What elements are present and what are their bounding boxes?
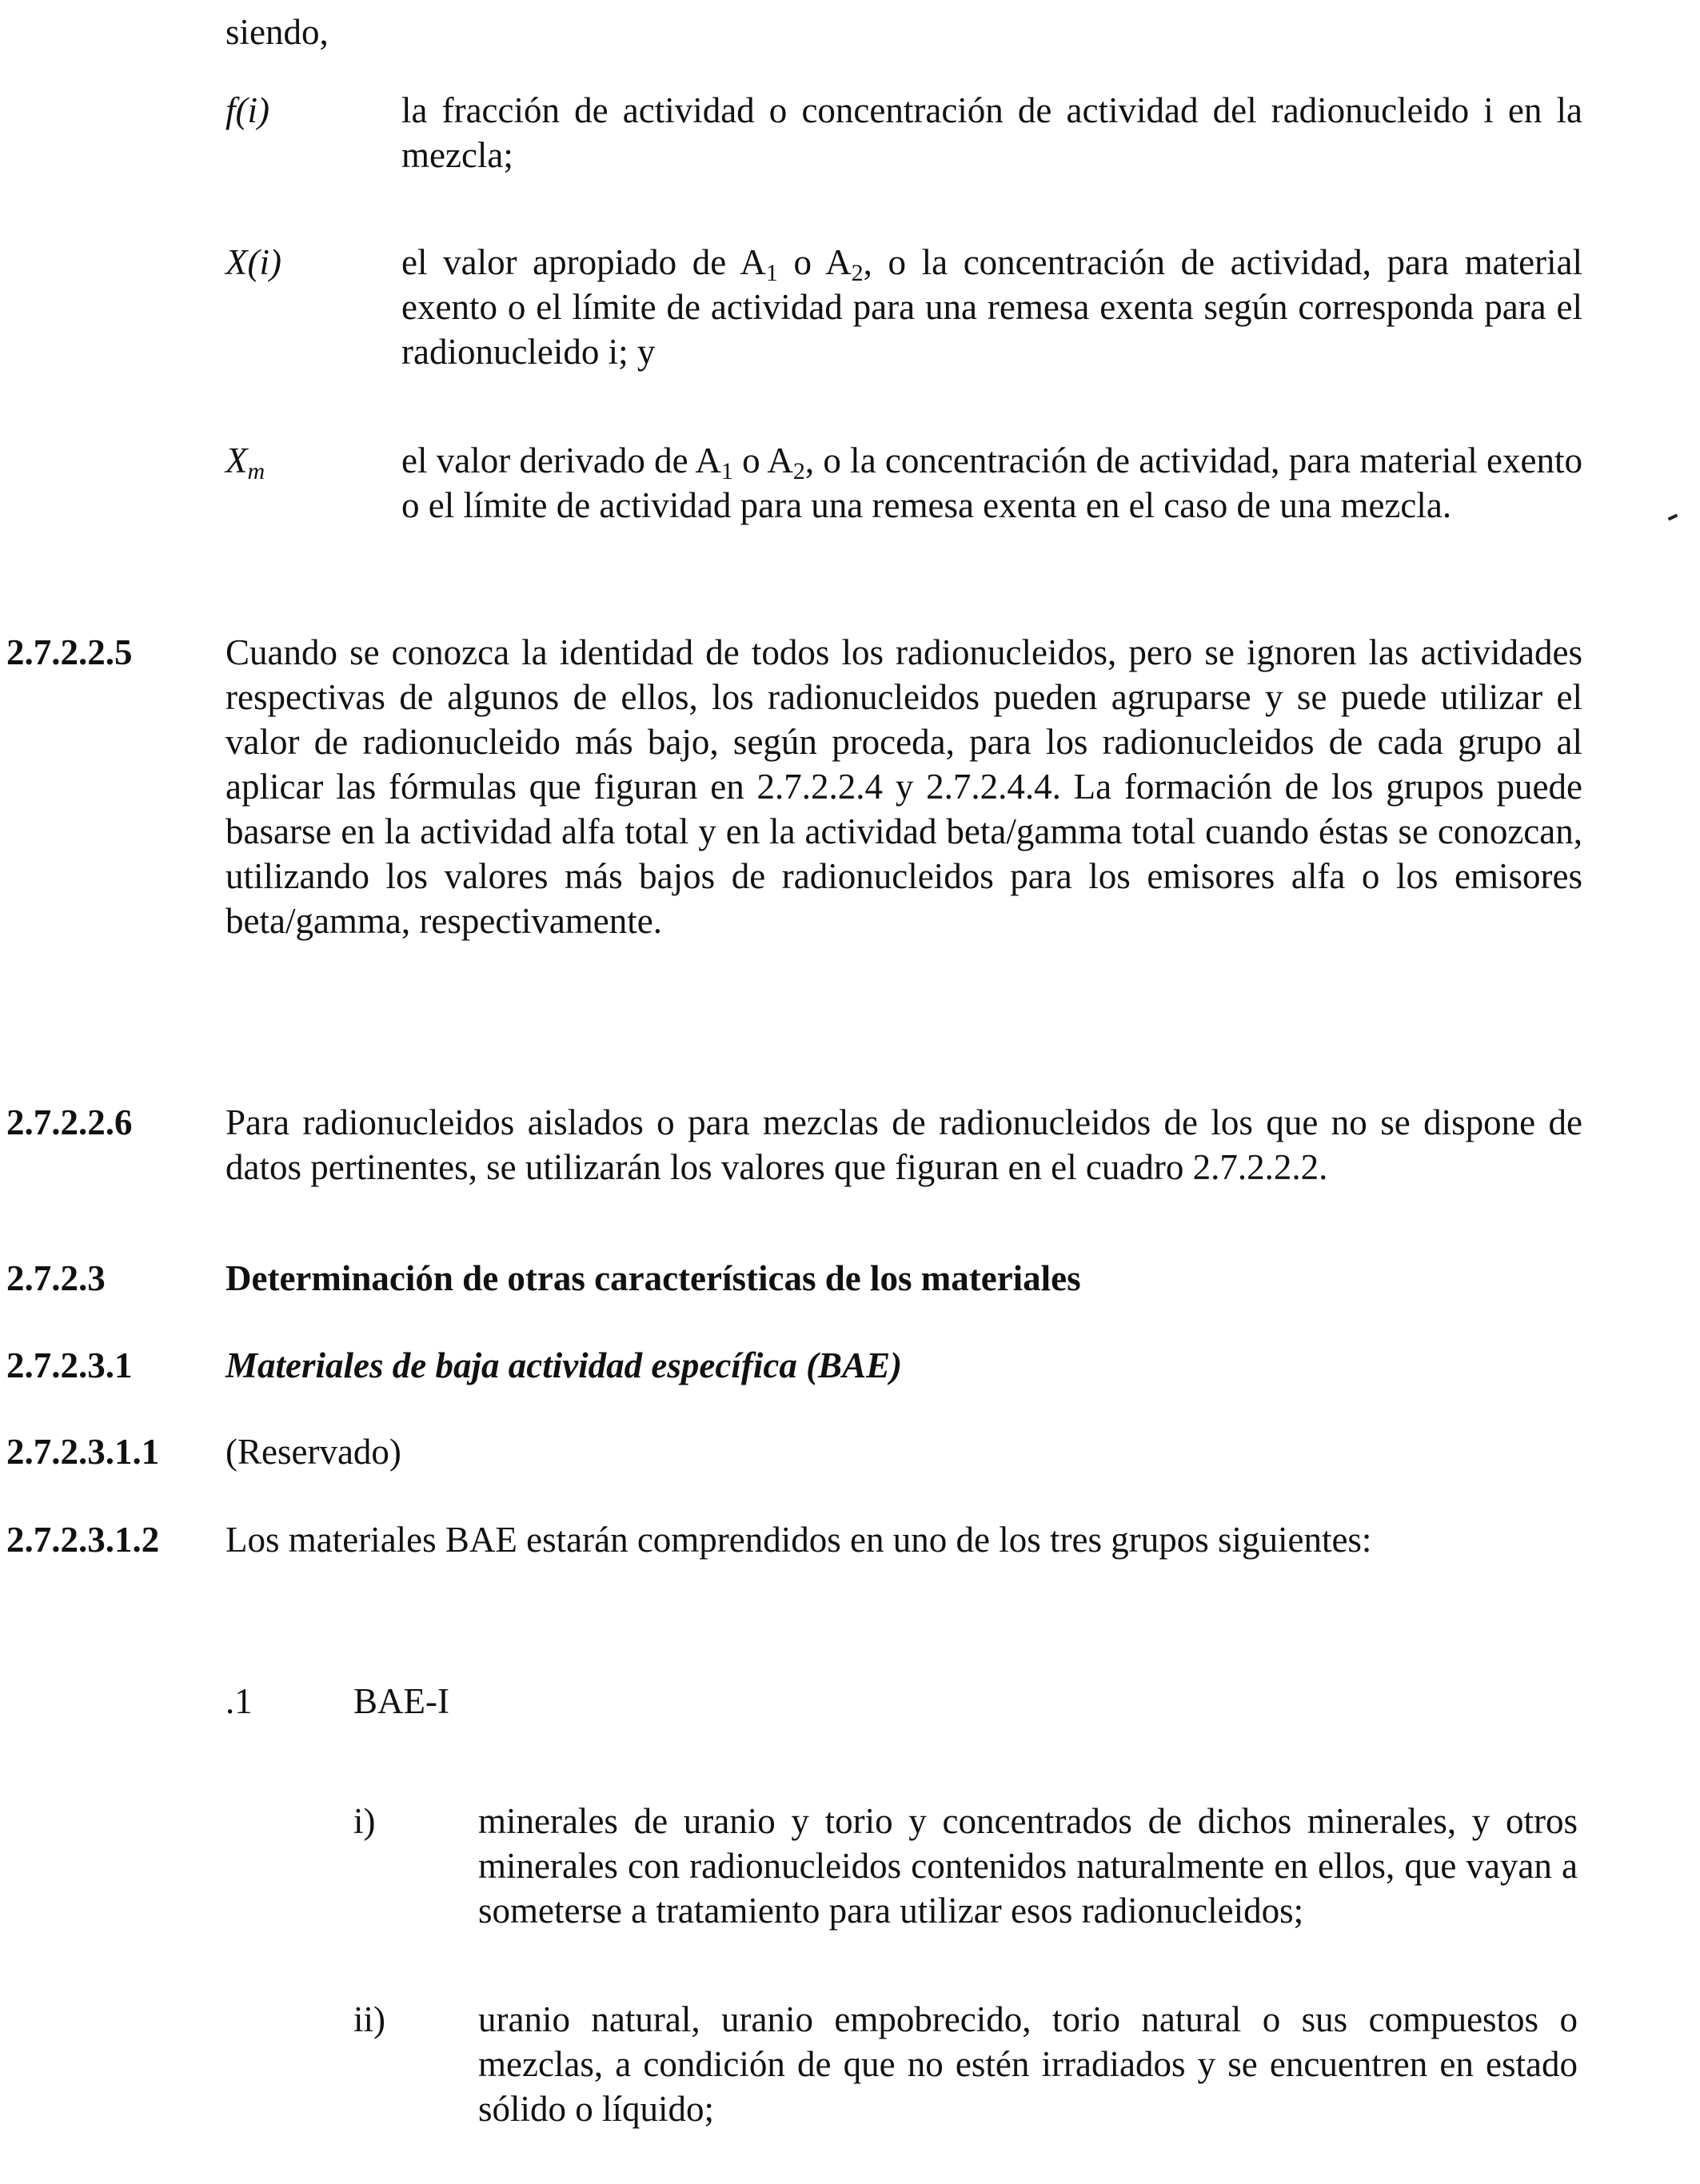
paragraph-text: Para radionucleidos aislados o para mezclas de radionucleidos de los que no se dispone de datos pertinentes, se utilizarán los valores que figuran en el cuadro 2.7.2.2.2. (225, 1102, 1582, 1187)
paragraph-number: 2.7.2.2.5 (6, 632, 133, 672)
paragraph-number: 2.7.2.2.6 (6, 1102, 133, 1142)
section-heading: Materiales de baja actividad específica (BAE) (225, 1345, 903, 1385)
paragraph-text: Cuando se conozca la identidad de todos los radionucleidos, pero se ignoren las actividades respectivas de algunos de ellos, los radionucleidos pueden agruparse y se puede utilizar el valor de radionucleido más bajo, según proceda, para los radionucleidos de cada grupo al aplicar las fórmulas que figuran en 2.7.2.2.4 y 2.7.2.4.4. La formación de los grupos puede basarse en la actividad alfa total y en la actividad beta/gamma total cuando éstas se conozcan, utilizando los valores más bajos de radionucleidos para los emisores alfa o los emisores beta/gamma, respectivamente. (225, 632, 1582, 941)
list-item-text: minerales de uranio y torio y concentrados de dichos minerales, y otros minerales con radionucleidos contenidos naturalmente en ellos, que vayan a someterse a tratamiento para utilizar esos radionucleidos; (478, 1801, 1578, 1931)
definition-text: la fracción de actividad o concentración de actividad del radionucleido i en la mezcla; (401, 90, 1582, 175)
margin-mark (1668, 514, 1678, 521)
list-item-text: uranio natural, uranio empobrecido, torio natural o sus compuestos o mezclas, a condición de que no estén irradiados y se encuentren en estado sólido o líquido; (478, 1999, 1578, 2129)
definition-symbol: $X_m$ (225, 440, 265, 484)
paragraph-number: 2.7.2.3.1.1 (6, 1432, 160, 1472)
group-number: .1 (225, 1681, 253, 1721)
section-number: 2.7.2.3.1 (6, 1345, 133, 1385)
paragraph-text: Los materiales BAE estarán comprendidos en uno de los tres grupos siguientes: (225, 1520, 1372, 1560)
definition-text: el valor apropiado de $A_1$ o $A_2$, o la concentración de actividad, para material exento o el límite de actividad para una remesa exenta según corresponda para el radionucleido i; y (401, 242, 1583, 372)
paragraph-text: (Reservado) (225, 1432, 401, 1472)
list-item-marker: ii) (353, 1999, 385, 2039)
definition-symbol: X(i) (225, 242, 281, 282)
definition-symbol: f(i) (225, 90, 269, 130)
list-item-marker: i) (353, 1801, 376, 1841)
section-heading: Determinación de otras características de los materiales (225, 1258, 1081, 1298)
definition-text: el valor derivado de $A_1$ o $A_2$, o la concentración de actividad, para material exento o el límite de actividad para una remesa exenta en el caso de una mezcla. (401, 440, 1583, 525)
intro-text: siendo, (225, 12, 329, 52)
section-number: 2.7.2.3 (6, 1258, 106, 1298)
paragraph-number: 2.7.2.3.1.2 (6, 1520, 160, 1560)
group-label: BAE-I (353, 1681, 449, 1721)
